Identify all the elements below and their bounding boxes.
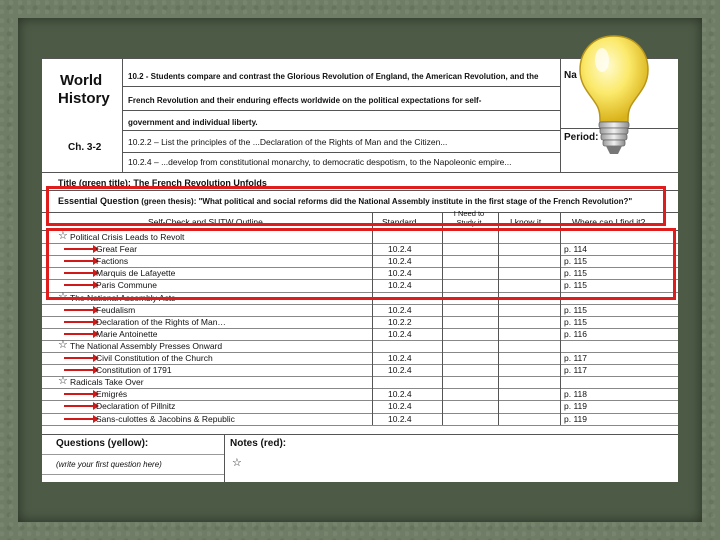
- section-star-icon: ☆: [58, 338, 68, 351]
- notes-star-icon: ☆: [232, 457, 242, 469]
- standard-text-1: 10.2 - Students compare and contrast the Glorious Revolution of England, the American Revolution, and the: [128, 72, 539, 81]
- col-header-know: I know it: [510, 217, 542, 227]
- section-star-icon: ☆: [58, 230, 68, 242]
- table-row-page: p. 117: [564, 353, 588, 363]
- section-title: The National Assembly Acts: [70, 292, 176, 303]
- table-row-standard: 10.2.4: [388, 280, 412, 291]
- arrow-icon: [64, 321, 94, 323]
- table-row-page: p. 114: [564, 244, 588, 255]
- table-row-name: Feudalism: [96, 304, 136, 315]
- essential-question-highlight: [46, 186, 666, 226]
- table-row-page: p. 115: [564, 304, 588, 315]
- arrow-icon: [64, 393, 94, 395]
- arrow-icon: [64, 333, 94, 335]
- arrow-icon: [64, 369, 94, 371]
- title-row: Title (green title): The French Revolution Unfolds: [58, 178, 267, 188]
- col-header-outline: Self-Check and SUTW Outline: [148, 217, 263, 227]
- essential-label-suffix: (green thesis):: [139, 197, 197, 206]
- col-header-where: Where can I find it?: [572, 217, 646, 227]
- table-row-standard: 10.2.4: [388, 401, 412, 412]
- table-row-standard: 10.2.4: [388, 353, 412, 363]
- notes-label: Notes (red):: [230, 438, 287, 449]
- arrow-icon: [64, 309, 94, 311]
- table-row-standard: 10.2.2: [388, 316, 412, 327]
- section-title: Radicals Take Over: [70, 377, 144, 388]
- table-row-standard: 10.2.4: [388, 328, 412, 339]
- questions-label: Questions (yellow):: [56, 438, 149, 449]
- standard-text-3: government and individual liberty.: [128, 118, 258, 127]
- chapter-label: Ch. 3-2: [68, 142, 102, 153]
- essential-question-text: "What political and social reforms did the National Assembly institute in the first stage of the French Revolution?": [198, 197, 633, 206]
- course-title-2: History: [58, 90, 110, 107]
- table-row-page: p. 117: [564, 365, 588, 376]
- essential-label: Essential Question: [58, 196, 140, 206]
- table-row-name: Constitution of 1791: [96, 365, 172, 376]
- table-row-name: Emigrés: [96, 389, 128, 400]
- table-row-page: p. 119: [564, 401, 588, 412]
- section-title: The National Assembly Presses Onward: [70, 340, 223, 351]
- table-row-standard: 10.2.4: [388, 256, 412, 267]
- standard-text-5: 10.2.4 – ...develop from constitutional monarchy, to democratic despotism, to the Napoleonic empire...: [128, 157, 512, 167]
- table-row-page: p. 116: [564, 328, 588, 339]
- standard-text-2: French Revolution and their enduring effects worldwide on the political expectations for self-: [128, 96, 482, 105]
- light-bulb-icon: [578, 30, 650, 178]
- table-row-name: Marie Antoinette: [96, 328, 158, 339]
- questions-hint: (write your first question here): [56, 460, 162, 469]
- period-label: Period:: [564, 132, 599, 143]
- table-row-name: Declaration of the Rights of Man…: [96, 316, 226, 327]
- section-star-icon: ☆: [58, 290, 68, 303]
- table-row-page: p. 115: [564, 316, 588, 327]
- arrow-icon: [64, 357, 94, 359]
- table-row-name: Civil Constitution of the Church: [96, 353, 213, 363]
- table-row-standard: 10.2.4: [388, 413, 412, 424]
- name-label: Na: [564, 70, 577, 81]
- table-row-page: p. 115: [564, 280, 588, 291]
- table-row-standard: 10.2.4: [388, 365, 412, 376]
- arrow-icon: [64, 405, 94, 407]
- table-row-page: p. 118: [564, 389, 588, 400]
- section-highlight: [46, 228, 676, 300]
- table-row-name: Marquis de Lafayette: [96, 268, 176, 279]
- table-row-standard: 10.2.4: [388, 268, 412, 279]
- arrow-icon: [64, 418, 94, 420]
- table-row-name: Sans-culottes & Jacobins & Republic: [96, 413, 235, 424]
- table-row-name: Declaration of Pillnitz: [96, 401, 176, 412]
- table-row-standard: 10.2.4: [388, 389, 412, 400]
- table-row-standard: 10.2.4: [388, 304, 412, 315]
- section-title: Political Crisis Leads to Revolt: [70, 232, 185, 242]
- section-star-icon: ☆: [58, 375, 68, 388]
- table-row-standard: 10.2.4: [388, 244, 412, 255]
- table-row-page: p. 115: [564, 256, 588, 267]
- table-row-page: p. 119: [564, 413, 588, 424]
- table-row-name: Paris Commune: [96, 280, 157, 291]
- table-row-name: Great Fear: [96, 244, 138, 255]
- table-row-name: Factions: [96, 256, 129, 267]
- table-row-page: p. 115: [564, 268, 588, 279]
- col-header-study: I Need to Study it: [453, 209, 485, 227]
- standard-text-4: 10.2.2 – List the principles of the ...Declaration of the Rights of Man and the Citizen...: [128, 137, 448, 147]
- col-header-standard: Standard: [382, 217, 417, 227]
- course-title-1: World: [60, 72, 103, 89]
